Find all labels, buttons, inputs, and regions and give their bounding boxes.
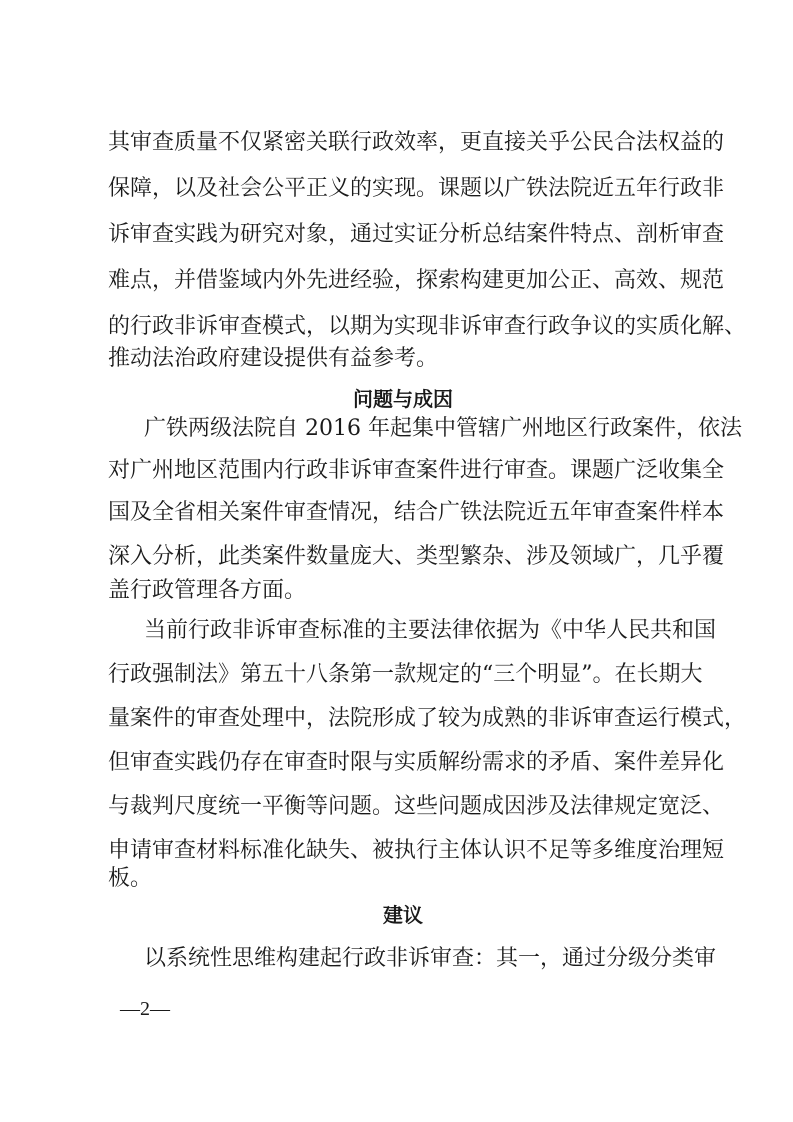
problems-p1-line-4: 深入分析，此类案件数量庞大、类型繁杂、涉及领域广，几乎覆 — [108, 544, 725, 569]
section-heading-suggestions: 建议 — [383, 903, 423, 927]
problems-p1-line-5: 盖行政管理各方面。 — [108, 578, 307, 603]
intro-line-5: 的行政非诉审查模式，以期为实现非诉审查行政争议的实质化解、 — [108, 314, 747, 339]
problems-p1-line-1: 广铁两级法院自 2016 年起集中管辖广州地区行政案件，依法 — [144, 416, 742, 441]
problems-p2-line-5: 与裁判尺度统一平衡等问题。这些问题成因涉及法律规定宽泛、 — [108, 794, 725, 819]
section-heading-problems: 问题与成因 — [353, 387, 453, 411]
intro-line-6: 推动法治政府建设提供有益参考。 — [108, 346, 439, 371]
problems-p1-line-3: 国及全省相关案件审查情况，结合广铁法院近五年审查案件样本 — [108, 500, 725, 525]
problems-p2-line-6: 申请审查材料标准化缺失、被执行主体认识不足等多维度治理短 — [108, 838, 725, 863]
problems-p2-line-4: 但审查实践仍存在审查时限与实质解纷需求的矛盾、案件差异化 — [108, 750, 725, 775]
problems-p1-line-2: 对广州地区范围内行政非诉审查案件进行审查。课题广泛收集全 — [108, 458, 725, 483]
problems-p2-line-7: 板。 — [108, 866, 153, 891]
intro-line-4: 难点，并借鉴域内外先进经验，探索构建更加公正、高效、规范 — [108, 268, 725, 293]
intro-line-2: 保障，以及社会公平正义的实现。课题以广铁法院近五年行政非 — [108, 176, 725, 201]
suggestions-p1-line-1: 以系统性思维构建起行政非诉审查：其一，通过分级分类审 — [144, 946, 717, 971]
problems-p2-line-1: 当前行政非诉审查标准的主要法律依据为《中华人民共和国 — [144, 618, 717, 643]
intro-line-1: 其审查质量不仅紧密关联行政效率，更直接关乎公民合法权益的 — [108, 130, 725, 155]
problems-p2-line-3: 量案件的审查处理中，法院形成了较为成熟的非诉审查运行模式， — [108, 706, 747, 731]
problems-p2-line-2: 行政强制法》第五十八条第一款规定的“三个明显”。在长期大 — [108, 662, 703, 687]
intro-line-3: 诉审查实践为研究对象，通过实证分析总结案件特点、剖析审查 — [108, 222, 725, 247]
page-number: —2— — [120, 998, 170, 1020]
